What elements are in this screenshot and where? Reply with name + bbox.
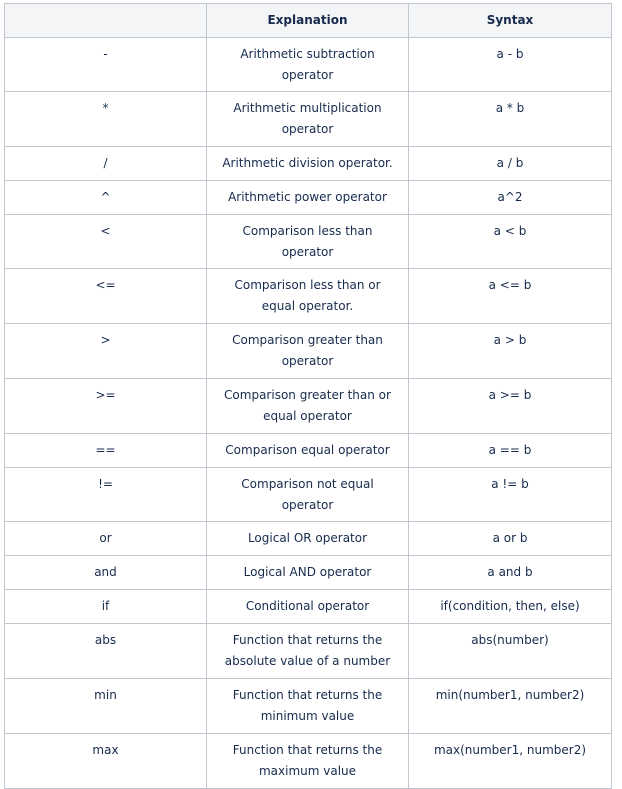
operator-cell: ==: [5, 434, 207, 468]
table-row: [5, 468, 612, 522]
explanation-cell: Conditional operator: [207, 590, 409, 624]
explanation-cell: Comparison less than or equal operator.: [207, 269, 409, 324]
syntax-cell: a < b: [409, 215, 612, 269]
syntax-cell: a and b: [409, 556, 612, 590]
syntax-cell: if(condition, then, else): [409, 590, 612, 624]
explanation-cell: Arithmetic division operator.: [207, 147, 409, 181]
syntax-cell: a != b: [409, 468, 612, 522]
explanation-cell: Logical OR operator: [207, 522, 409, 556]
operator-cell: <=: [5, 269, 207, 324]
header-explanation: Explanation: [207, 4, 409, 38]
syntax-cell: a >= b: [409, 379, 612, 434]
table-row: [5, 624, 612, 679]
operators-table-container: [4, 3, 612, 789]
table-row: [5, 324, 612, 379]
explanation-cell: Comparison equal operator: [207, 434, 409, 468]
syntax-cell: a or b: [409, 522, 612, 556]
operator-cell: <: [5, 215, 207, 269]
table-row: [5, 434, 612, 468]
operator-cell: if: [5, 590, 207, 624]
syntax-cell: a * b: [409, 92, 612, 147]
syntax-cell: abs(number): [409, 624, 612, 679]
table-row: [5, 522, 612, 556]
explanation-cell: Arithmetic power operator: [207, 181, 409, 215]
explanation-cell: Function that returns the absolute value of a number: [207, 624, 409, 679]
syntax-cell: a / b: [409, 147, 612, 181]
table-row: [5, 269, 612, 324]
operator-cell: min: [5, 679, 207, 734]
table-row: [5, 92, 612, 147]
operator-cell: -: [5, 38, 207, 92]
table-row: [5, 556, 612, 590]
table-row: [5, 590, 612, 624]
explanation-cell: Function that returns the maximum value: [207, 734, 409, 789]
table-row: [5, 679, 612, 734]
operator-cell: >=: [5, 379, 207, 434]
table-row: [5, 181, 612, 215]
explanation-cell: Comparison not equal operator: [207, 468, 409, 522]
operator-cell: !=: [5, 468, 207, 522]
operator-cell: >: [5, 324, 207, 379]
operator-cell: or: [5, 522, 207, 556]
explanation-cell: Comparison greater than operator: [207, 324, 409, 379]
explanation-cell: Comparison greater than or equal operator: [207, 379, 409, 434]
operator-cell: *: [5, 92, 207, 147]
header-operator: [5, 4, 207, 38]
header-syntax: Syntax: [409, 4, 612, 38]
operators-table: [4, 3, 612, 789]
operator-cell: ^: [5, 181, 207, 215]
operator-cell: abs: [5, 624, 207, 679]
table-row: [5, 147, 612, 181]
syntax-cell: a == b: [409, 434, 612, 468]
syntax-cell: a - b: [409, 38, 612, 92]
table-row: [5, 38, 612, 92]
explanation-cell: Arithmetic subtraction operator: [207, 38, 409, 92]
operator-cell: /: [5, 147, 207, 181]
operator-cell: and: [5, 556, 207, 590]
table-row: [5, 215, 612, 269]
syntax-cell: min(number1, number2): [409, 679, 612, 734]
explanation-cell: Arithmetic multiplication operator: [207, 92, 409, 147]
syntax-cell: a^2: [409, 181, 612, 215]
table-row: [5, 734, 612, 789]
operator-cell: max: [5, 734, 207, 789]
explanation-cell: Comparison less than operator: [207, 215, 409, 269]
syntax-cell: a > b: [409, 324, 612, 379]
syntax-cell: a <= b: [409, 269, 612, 324]
table-row: [5, 379, 612, 434]
syntax-cell: max(number1, number2): [409, 734, 612, 789]
explanation-cell: Logical AND operator: [207, 556, 409, 590]
explanation-cell: Function that returns the minimum value: [207, 679, 409, 734]
table-header-row: [5, 4, 612, 38]
